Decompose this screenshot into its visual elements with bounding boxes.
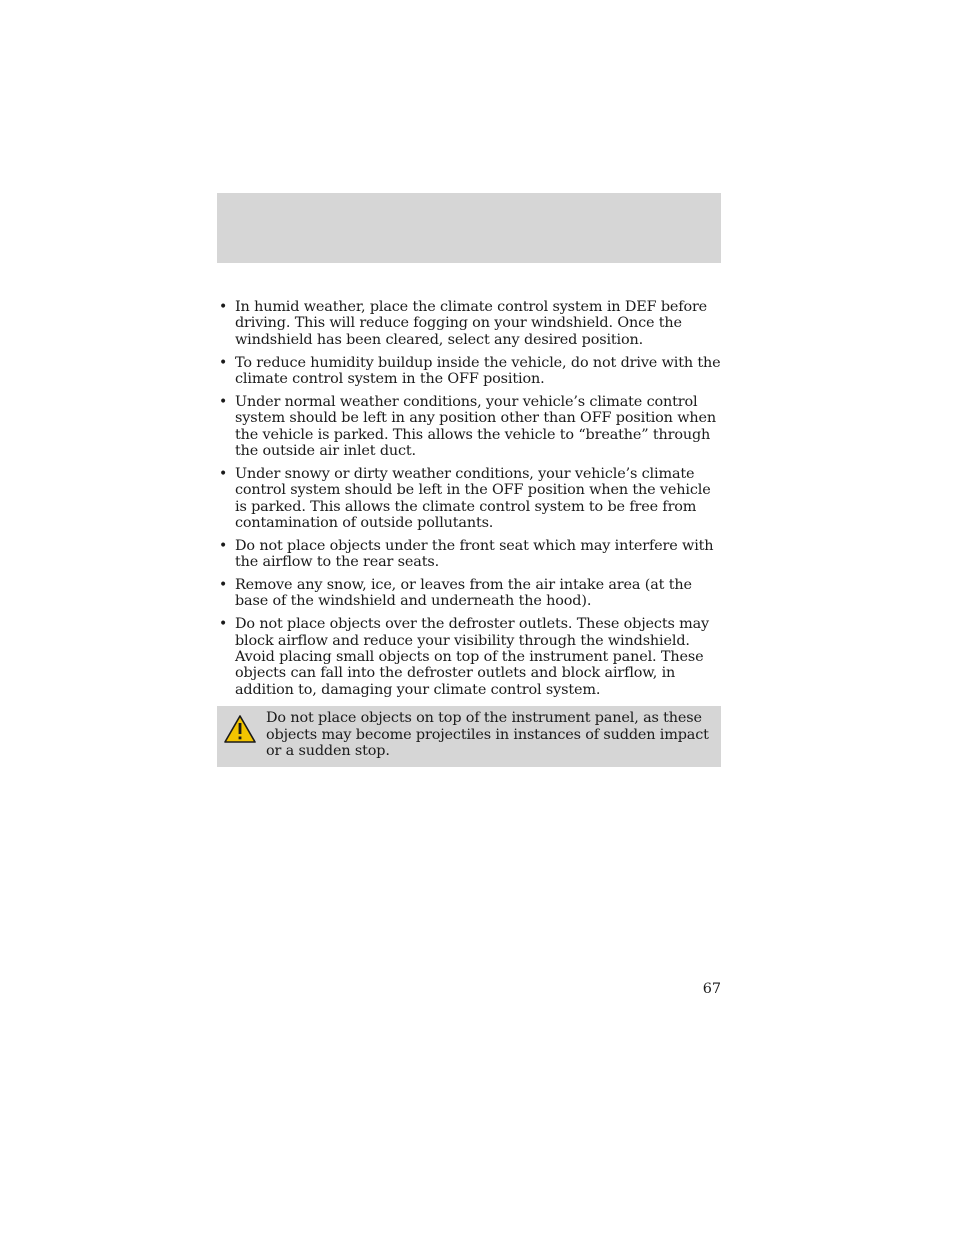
list-item xyxy=(217,299,721,348)
list-item xyxy=(217,538,721,571)
bullet-icon: • xyxy=(219,465,228,482)
section-header-band xyxy=(217,193,721,263)
bullet-icon: • xyxy=(219,299,228,315)
bullet-icon: • xyxy=(219,577,228,594)
warning-triangle-icon xyxy=(223,714,257,744)
bullet-text: Remove any snow, ice, or leaves from the air intake area (at the base of the windshield and underneath the hood). xyxy=(235,577,692,610)
page-number: 67 xyxy=(702,981,721,997)
bullet-text: Do not place objects under the front seat which may interfere with the airflow to the rear seats. xyxy=(235,537,714,571)
list-item xyxy=(217,394,721,460)
bullet-icon: • xyxy=(219,616,228,633)
list-item xyxy=(217,466,721,532)
bullet-text: In humid weather, place the climate control system in DEF before driving. This will reduce fogging on your windshield. Once the windshield has been cleared, select any desired position. xyxy=(235,299,708,348)
list-item xyxy=(217,355,721,388)
bullet-text: To reduce humidity buildup inside the vehicle, do not drive with the climate control system in the OFF position. xyxy=(235,354,721,388)
bullet-text: Under normal weather conditions, your vehicle’s climate control system should be left in any position other than OFF position when the vehicle is parked. This allows the vehicle to “breathe” through the outside air inlet duct. xyxy=(235,393,716,460)
bullet-list xyxy=(217,299,721,705)
bullet-icon: • xyxy=(219,354,228,371)
bullet-icon: • xyxy=(219,393,228,410)
list-item xyxy=(217,577,721,610)
list-item xyxy=(217,616,721,698)
warning-box xyxy=(217,706,721,767)
bullet-icon: • xyxy=(219,537,228,554)
bullet-text: Do not place objects over the defroster outlets. These objects may block airflow and reduce your visibility through the windshield. Avoid placing small objects on top of the instrument panel. These objects can fall into the defroster outlets and block airflow, in addition to, damaging your climate control system. xyxy=(235,616,710,698)
warning-text: Do not place objects on top of the instrument panel, as these objects may become projectiles in instances of sudden impact or a sudden stop. xyxy=(266,710,709,760)
bullet-text: Under snowy or dirty weather conditions, your vehicle’s climate control system should be left in the OFF position when the vehicle is parked. This allows the climate control system to be free from contamination of outside pollutants. xyxy=(235,465,711,532)
